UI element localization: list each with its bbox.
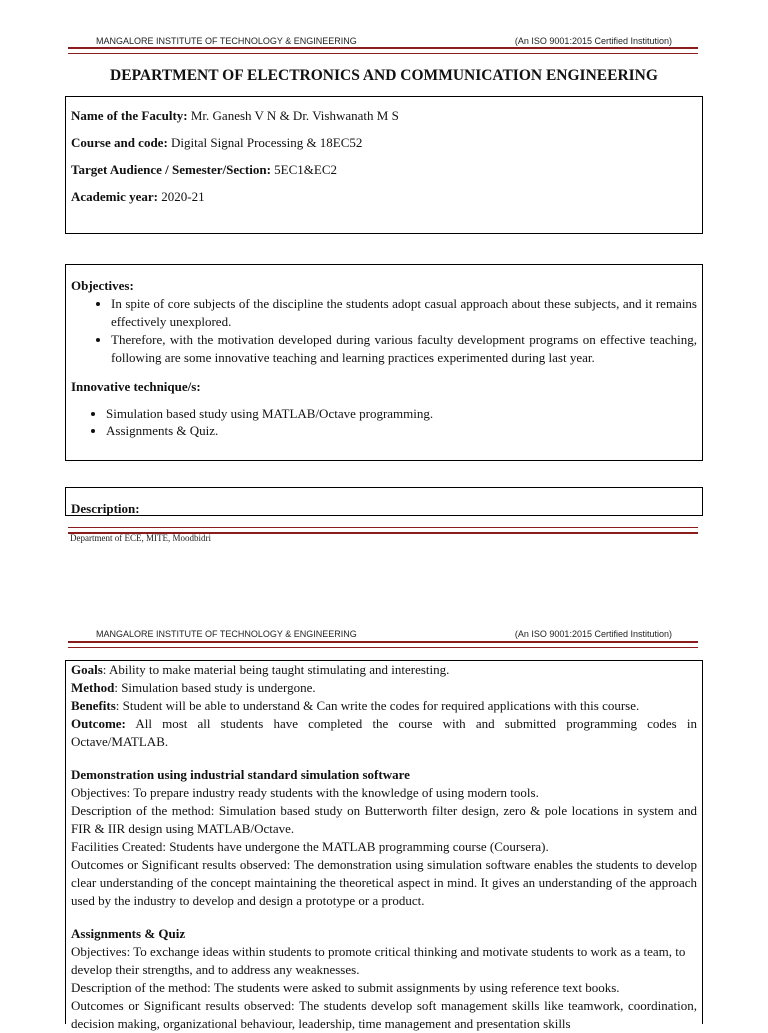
demo-description: Description of the method: Simulation based study on Butterworth filter design, zero & pole locations in system and FIR & IIR design using MATLAB/Octave. (71, 803, 697, 836)
list-item: • Assignments & Quiz. (106, 422, 697, 439)
institute-name: MANGALORE INSTITUTE OF TECHNOLOGY & ENGINEERING (96, 629, 357, 639)
technique-list (71, 405, 697, 439)
assign-objectives: Objectives: To exchange ideas within students to promote critical thinking and motivate students to work as a team, to develop their strengths, and to address any weaknesses. (71, 944, 686, 977)
outcome-line: Outcome: All most all students have completed the course with and submitted programming codes in Octave/MATLAB. (71, 716, 697, 749)
objectives-heading: Objectives: (71, 278, 134, 293)
method-line: Method: Simulation based study is undergone. (71, 680, 316, 695)
assign-outcomes: Outcomes or Significant results observed: The students develop soft management skills like teamwork, coordination, decision making, organizational behaviour, leadership, time management and presentation skills (71, 998, 697, 1031)
faculty-line: Name of the Faculty: Mr. Ganesh V N & Dr. Vishwanath M S (71, 108, 399, 123)
benefits-line: Benefits: Student will be able to understand & Can write the codes for required applications with this course. (71, 698, 640, 713)
page2-content (65, 660, 703, 1031)
demo-objectives: Objectives: To prepare industry ready students with the knowledge of using modern tools. (71, 785, 539, 800)
list-item: • Simulation based study using MATLAB/Octave programming. (106, 405, 697, 422)
description-box (65, 487, 703, 516)
header-rule-2 (68, 641, 698, 648)
assign-description: Description of the method: The students were asked to submit assignments by using reference text books. (71, 980, 620, 995)
demo-facilities: Facilities Created: Students have undergone the MATLAB programming course (Coursera). (71, 839, 549, 854)
goals-line: Goals: Ability to make material being taught stimulating and interesting. (71, 662, 450, 677)
page-footer: Department of ECE, MITE, Moodbidri (70, 533, 211, 543)
course-line: Course and code: Digital Signal Processing & 18EC52 (71, 135, 363, 150)
demo-outcomes: Outcomes or Significant results observed: The demonstration using simulation software enables the students to develop clear understanding of the concept maintaining the theoretical aspect in mind. It gives an understanding of the approach used by the industry to develop and design a prototype or a product. (71, 857, 697, 908)
demo-heading: Demonstration using industrial standard simulation software (71, 767, 410, 782)
academic-year-line: Academic year: 2020-21 (71, 189, 205, 204)
assign-heading: Assignments & Quiz (71, 926, 186, 941)
list-item: • In spite of core subjects of the discipline the students adopt casual approach about these subjects, and it remains effectively unexplored. (111, 295, 697, 331)
department-title: DEPARTMENT OF ELECTRONICS AND COMMUNICATION ENGINEERING (110, 67, 658, 84)
certification-note: (An ISO 9001:2015 Certified Institution) (514, 629, 672, 639)
audience-line: Target Audience / Semester/Section: 5EC1&EC2 (71, 162, 337, 177)
description-heading: Description: (71, 501, 140, 516)
list-item: • Therefore, with the motivation developed during various faculty development programs on effective teaching, following are some innovative teaching and learning practices experimented during last year. (111, 331, 697, 367)
technique-heading: Innovative technique/s: (71, 379, 201, 394)
objectives-list (71, 295, 697, 367)
course-info-box (65, 96, 703, 234)
header-rule (68, 47, 698, 54)
certification-note: (An ISO 9001:2015 Certified Institution) (514, 36, 672, 46)
objectives-box (65, 264, 703, 461)
institute-name: MANGALORE INSTITUTE OF TECHNOLOGY & ENGINEERING (96, 36, 357, 46)
